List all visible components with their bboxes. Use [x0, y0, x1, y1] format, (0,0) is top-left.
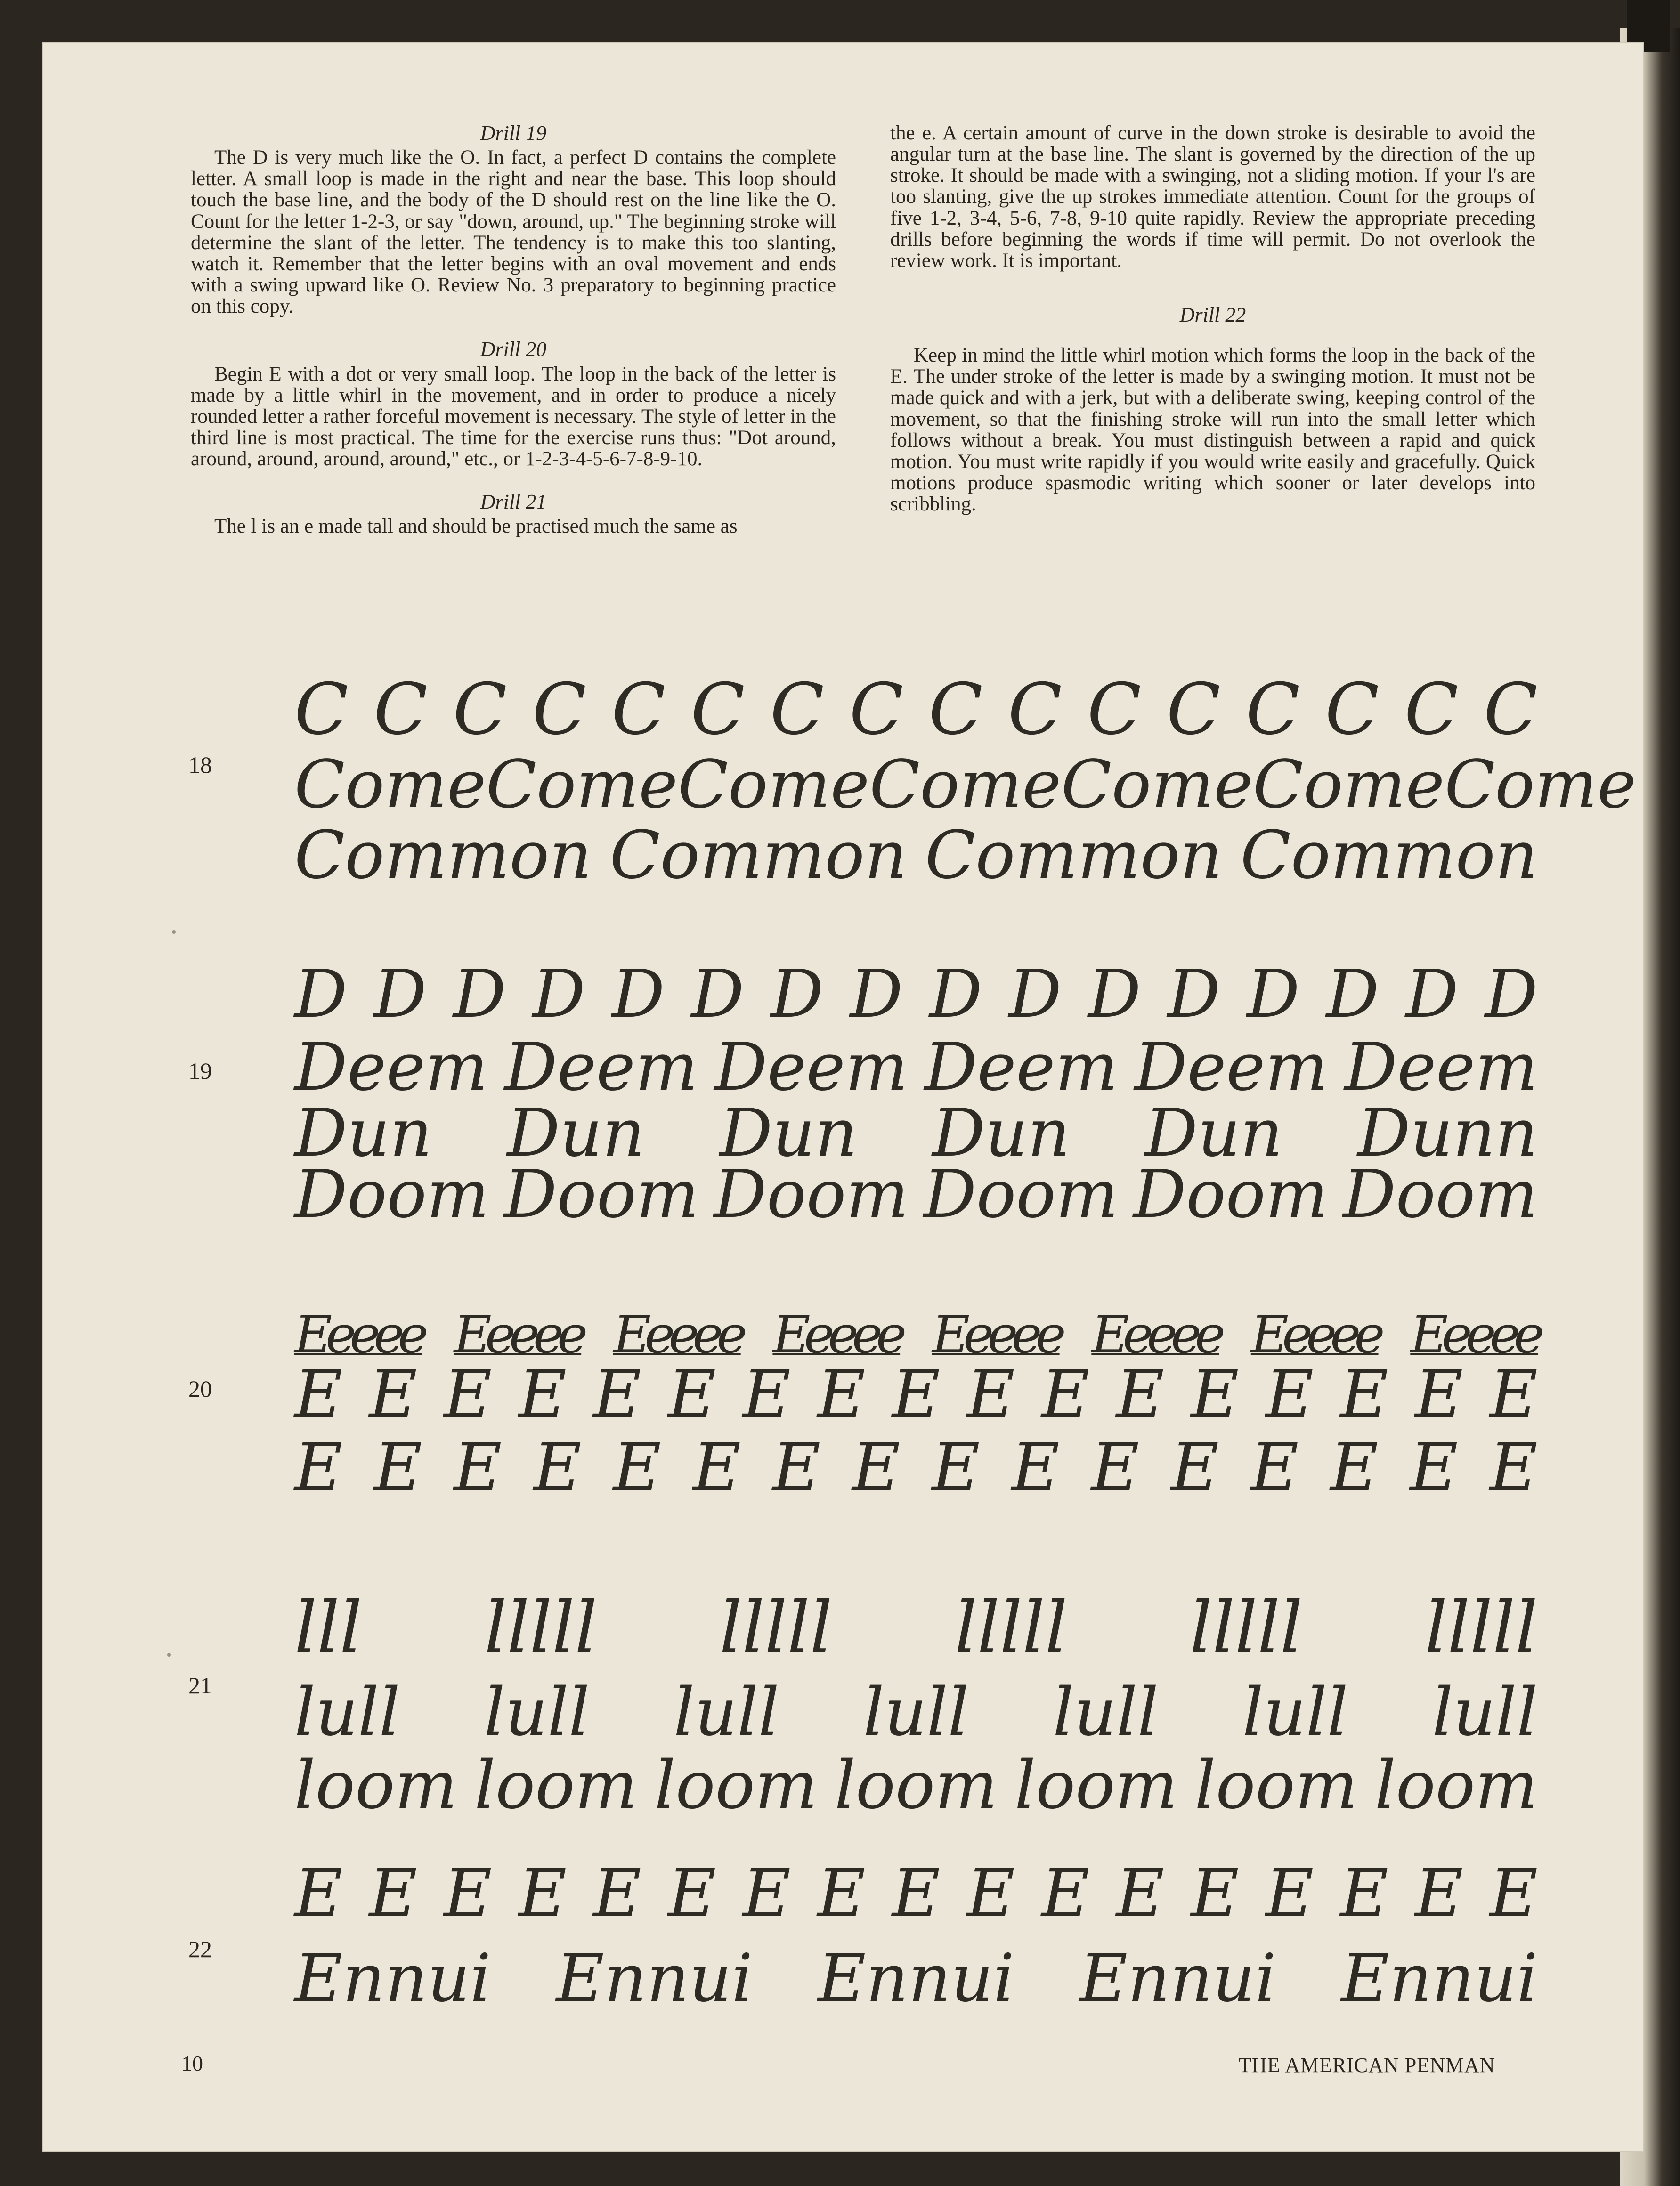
script-word: Common: [294, 817, 592, 894]
script-word: E: [1340, 1855, 1388, 1932]
script-word: lull: [1242, 1674, 1348, 1751]
script-word: Ennui: [1341, 1940, 1538, 2017]
script-word: Come: [1061, 746, 1253, 823]
script-word: Dun: [507, 1095, 645, 1172]
script-word: C: [1008, 669, 1062, 751]
script-word: loom: [1374, 1747, 1538, 1824]
script-word: E: [966, 1855, 1015, 1932]
script-word: D: [1326, 956, 1379, 1033]
script-word: E: [369, 1855, 417, 1932]
copy-21-line-3: [294, 1747, 1538, 1824]
script-word: Common: [609, 817, 907, 894]
drill-22-text: Keep in mind the little whirl motion which forms the loop in the back of the E. The under stroke of the letter is made by a swinging motion. It must not be made quick and with a jerk, but with a deliberate swing, keeping control of the movement, so that the finishing stroke will run into the small letter which follows without a break. You must distinguish between a rapid and quick motion. You must write rapidly if you would write easily and gracefully. Quick motions produce spasmodic writing which sooner or later develops into scribbling.: [890, 344, 1535, 516]
script-word: loom: [1194, 1747, 1358, 1824]
script-word: Deem: [714, 1029, 908, 1106]
script-word: C: [770, 669, 824, 751]
copy-19-line-4: [294, 1156, 1538, 1233]
drill-19-text: The D is very much like the O. In fact, a perfect D contains the complete letter. A small loop is made in the right and near the base. This loop should touch the base line, and the body of the D should rest on the line like the O. Count for the letter 1-2-3, or say "down, around, up." The beginning stroke will determine the slant of the letter. The tendency is to make this too slanting, watch it. Remember that the letter begins with an oval movement and ends with a swing upward like O. Review No. 3 preparatory to beginning practice on this copy.: [191, 146, 836, 318]
script-word: Dun: [294, 1095, 432, 1172]
script-word: C: [1325, 669, 1380, 751]
drill-21-heading: Drill 21: [480, 490, 547, 514]
drill-20-text: Begin E with a dot or very small loop. The loop in the back of the letter is made by a little whirl in the movement, and in order to produce a nicely rounded letter a rather forceful movement is necessary. The style of letter in the third line is most practical. The time for the exercise runs thus: "Dot around, around, around, around, around," etc., or 1-2-3-4-5-6-7-8-9-10.: [191, 363, 836, 470]
script-word: E: [1250, 1429, 1299, 1506]
script-word: Ennui: [1079, 1940, 1276, 2017]
script-word: Come: [678, 746, 870, 823]
margin-mark: [172, 930, 176, 934]
script-word: lllll: [719, 1587, 833, 1669]
copy-18-number: 18: [188, 752, 212, 778]
copy-19-line-1: [294, 956, 1538, 1033]
script-word: Deem: [504, 1029, 698, 1106]
script-word: Eeeee: [454, 1304, 582, 1365]
script-word: E: [533, 1429, 582, 1506]
script-word: lllll: [954, 1587, 1068, 1669]
script-word: E: [1489, 1356, 1538, 1433]
text-column-right: [890, 122, 1535, 515]
script-word: E: [772, 1429, 821, 1506]
copy-21-line-2: [294, 1674, 1538, 1751]
script-word: lull: [484, 1674, 590, 1751]
script-word: lull: [1053, 1674, 1159, 1751]
script-word: Eeeee: [932, 1304, 1060, 1365]
script-word: loom: [834, 1747, 998, 1824]
script-word: Doom: [504, 1156, 699, 1233]
script-word: loom: [654, 1747, 818, 1824]
script-word: E: [892, 1356, 941, 1433]
script-word: D: [532, 956, 585, 1033]
script-word: D: [1167, 956, 1220, 1033]
publication-title: THE AMERICAN PENMAN: [1239, 2054, 1495, 2077]
script-word: lull: [863, 1674, 969, 1751]
script-word: E: [817, 1855, 866, 1932]
script-word: D: [929, 956, 982, 1033]
drill-21-text-start: The l is an e made tall and should be practised much the same as: [214, 515, 738, 538]
script-word: Come: [486, 746, 678, 823]
script-word: D: [1088, 956, 1141, 1033]
script-word: E: [1116, 1356, 1164, 1433]
script-word: E: [518, 1855, 567, 1932]
script-word: D: [1247, 956, 1300, 1033]
script-word: D: [294, 956, 348, 1033]
script-word: Ennui: [818, 1940, 1014, 2017]
script-word: Come: [1445, 746, 1637, 823]
script-word: D: [850, 956, 903, 1033]
script-word: E: [1489, 1855, 1538, 1932]
script-word: E: [1265, 1855, 1314, 1932]
script-word: E: [518, 1356, 567, 1433]
script-word: E: [932, 1429, 980, 1506]
script-word: Eeeee: [1250, 1304, 1379, 1365]
copy-22-number: 22: [188, 1936, 212, 1962]
script-word: D: [1405, 956, 1459, 1033]
script-word: E: [817, 1356, 866, 1433]
script-word: Doom: [923, 1156, 1119, 1233]
script-word: D: [453, 956, 506, 1033]
script-word: C: [373, 669, 428, 751]
script-word: E: [1415, 1356, 1463, 1433]
script-word: Come: [869, 746, 1062, 823]
script-word: Come: [294, 746, 487, 823]
text-column-left: [191, 122, 836, 537]
script-word: Eeeee: [1091, 1304, 1219, 1365]
copy-20-line-1: [294, 1304, 1538, 1365]
script-word: E: [294, 1356, 343, 1433]
script-word: E: [593, 1356, 641, 1433]
script-word: E: [294, 1855, 343, 1932]
script-word: C: [1166, 669, 1221, 751]
script-word: E: [1330, 1429, 1379, 1506]
copy-19-number: 19: [188, 1058, 212, 1084]
script-word: E: [1011, 1429, 1060, 1506]
script-word: E: [374, 1429, 422, 1506]
script-word: D: [373, 956, 427, 1033]
script-word: C: [294, 669, 349, 751]
script-word: E: [454, 1429, 502, 1506]
copy-20-number: 20: [188, 1376, 212, 1402]
copy-21-line-1: [294, 1587, 1538, 1669]
script-word: D: [691, 956, 744, 1033]
script-word: E: [852, 1429, 901, 1506]
script-word: Common: [925, 817, 1223, 894]
script-word: E: [1041, 1855, 1090, 1932]
script-word: lllll: [484, 1587, 598, 1669]
script-word: E: [444, 1356, 492, 1433]
drill-22-heading: Drill 22: [1179, 303, 1246, 326]
script-word: E: [1191, 1855, 1239, 1932]
script-word: E: [892, 1855, 941, 1932]
copy-20-line-3: [294, 1429, 1538, 1506]
script-word: E: [294, 1429, 343, 1506]
drill-19-heading: Drill 19: [480, 121, 547, 145]
script-word: Deem: [1344, 1029, 1538, 1106]
script-word: E: [1191, 1356, 1239, 1433]
script-word: E: [1415, 1855, 1463, 1932]
script-word: lull: [1432, 1674, 1538, 1751]
copy-18-line-1: [294, 669, 1538, 751]
script-word: loom: [1014, 1747, 1178, 1824]
script-word: Doom: [294, 1156, 489, 1233]
script-word: Doom: [714, 1156, 909, 1233]
script-word: C: [1404, 669, 1459, 751]
script-word: Ennui: [294, 1940, 491, 2017]
script-word: C: [453, 669, 507, 751]
script-word: lull: [294, 1674, 400, 1751]
script-word: lllll: [1189, 1587, 1303, 1669]
script-word: Ennui: [556, 1940, 753, 2017]
drill-21-text-continued: the e. A certain amount of curve in the down stroke is desirable to avoid the angular turn at the base line. The slant is governed by the direction of the up stroke. It should be made with a swinging, not a sliding motion. If your l's are too slanting, give the up strokes immediate attention. Count for the groups of five 1-2, 3-4, 5-6, 7-8, 9-10 quite rapidly. Review the appropriate preceding drills before beginning the words if time will permit. Do not overlook the review work. It is important.: [890, 122, 1535, 272]
script-word: loom: [474, 1747, 638, 1824]
script-word: C: [1087, 669, 1142, 751]
script-word: E: [1410, 1429, 1458, 1506]
script-word: Deem: [1134, 1029, 1328, 1106]
copy-22-line-1: [294, 1855, 1538, 1932]
copy-18-line-2: [294, 746, 1637, 823]
script-word: D: [1008, 956, 1062, 1033]
script-word: E: [444, 1855, 492, 1932]
script-word: E: [1041, 1356, 1090, 1433]
script-word: Dun: [719, 1095, 858, 1172]
script-word: E: [1116, 1855, 1164, 1932]
script-word: D: [771, 956, 824, 1033]
script-word: E: [369, 1356, 417, 1433]
script-word: E: [593, 1855, 641, 1932]
script-word: E: [966, 1356, 1015, 1433]
script-word: Common: [1240, 817, 1538, 894]
script-word: C: [532, 669, 586, 751]
script-word: Eeeee: [294, 1304, 422, 1365]
margin-mark: [167, 1653, 171, 1657]
copy-20-line-2: [294, 1356, 1538, 1433]
script-word: E: [1170, 1429, 1219, 1506]
script-word: C: [690, 669, 745, 751]
drill-20-heading: Drill 20: [480, 338, 547, 361]
script-word: E: [668, 1855, 716, 1932]
script-word: E: [692, 1429, 741, 1506]
script-word: E: [1091, 1429, 1139, 1506]
script-word: Dunn: [1357, 1095, 1538, 1172]
copy-22-line-2: [294, 1940, 1538, 2017]
copy-18-line-3: [294, 817, 1538, 894]
script-word: lll: [294, 1587, 362, 1669]
script-word: loom: [294, 1747, 458, 1824]
script-word: lull: [674, 1674, 779, 1751]
script-word: C: [611, 669, 666, 751]
script-word: Eeeee: [772, 1304, 901, 1365]
script-word: D: [612, 956, 665, 1033]
copy-19-line-2: [294, 1029, 1538, 1106]
script-word: Eeeee: [613, 1304, 741, 1365]
script-word: Dun: [1144, 1095, 1283, 1172]
script-word: C: [1484, 669, 1538, 751]
copy-21-number: 21: [188, 1672, 212, 1699]
script-word: lllll: [1425, 1587, 1538, 1669]
script-word: D: [1485, 956, 1538, 1033]
script-word: C: [928, 669, 983, 751]
script-word: C: [1246, 669, 1300, 751]
script-word: Eeeee: [1410, 1304, 1538, 1365]
script-word: E: [742, 1855, 791, 1932]
script-word: E: [613, 1429, 661, 1506]
script-word: Doom: [1133, 1156, 1328, 1233]
script-word: E: [1489, 1429, 1538, 1506]
script-word: Come: [1253, 746, 1445, 823]
script-word: Deem: [294, 1029, 488, 1106]
page-number: 10: [181, 2051, 203, 2075]
script-word: Deem: [924, 1029, 1118, 1106]
script-word: Dun: [932, 1095, 1070, 1172]
script-word: E: [1340, 1356, 1388, 1433]
script-word: E: [742, 1356, 791, 1433]
script-word: E: [668, 1356, 716, 1433]
script-word: Doom: [1343, 1156, 1538, 1233]
script-word: C: [849, 669, 904, 751]
script-word: E: [1265, 1356, 1314, 1433]
